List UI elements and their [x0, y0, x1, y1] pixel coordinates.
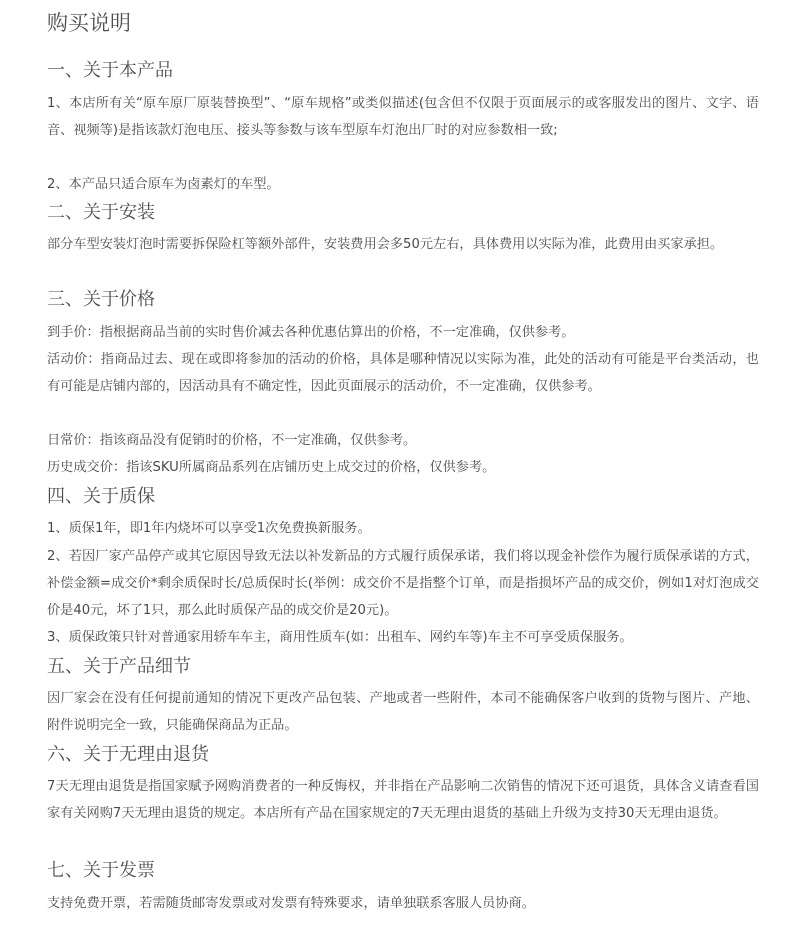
- paragraph: 活动价：指商品过去、现在或即将参加的活动的价格，具体是哪种情况以实际为准，此处的活动有可能是平台类活动，也有可能是店铺内部的，因活动具有不确定性，因此页面展示的活动价，不一定准确，仅供参考。: [47, 352, 759, 394]
- paragraph: 到手价：指根据商品当前的实时售价减去各种优惠估算出的价格，不一定准确，仅供参考。: [47, 325, 575, 340]
- paragraph: 支持免费开票，若需随货邮寄发票或对发票有特殊要求，请单独联系客服人员协商。: [47, 896, 535, 911]
- paragraph: 1、本店所有关“原车原厂原装替换型”、“原车规格”或类似描述(包含但不仅限于页面展示的或客服发出的图片、文字、语音、视频等)是指该款灯泡电压、接头等参数与该车型原车灯泡出厂时的对应参数相一致;: [47, 96, 759, 138]
- section-heading-product-details: 五、关于产品细节: [47, 656, 191, 677]
- paragraph: 部分车型安装灯泡时需要拆保险杠等额外部件，安装费用会多50元左右，具体费用以实际为准，此费用由买家承担。: [47, 237, 724, 252]
- section-heading-product: 一、关于本产品: [47, 60, 173, 81]
- paragraph: 因厂家会在没有任何提前通知的情况下更改产品包装、产地或者一些附件，本司不能确保客户收到的货物与图片、产地、附件说明完全一致，只能确保商品为正品。: [47, 691, 759, 733]
- paragraph: 3、质保政策只针对普通家用轿车车主，商用性质车(如：出租车、网约车等)车主不可享受质保服务。: [47, 630, 633, 645]
- paragraph: 2、若因厂家产品停产或其它原因导致无法以补发新品的方式履行质保承诺，我们将以现金补偿作为履行质保承诺的方式，补偿金额=成交价*剩余质保时长/总质保时长(举例：成交价不是指整个订单，而是指损坏产品的成交价，例如1对灯泡成交价是40元，坏了1只，那么此时质保产品的成交价是20元)。: [47, 549, 759, 618]
- section-heading-returns: 六、关于无理由退货: [47, 744, 209, 765]
- paragraph: 2、本产品只适合原车为卤素灯的车型。: [47, 177, 280, 192]
- paragraph: 历史成交价：指该SKU所属商品系列在店铺历史上成交过的价格，仅供参考。: [47, 460, 496, 475]
- page-title: 购买说明: [47, 11, 131, 35]
- section-heading-invoice: 七、关于发票: [47, 860, 155, 881]
- section-heading-installation: 二、关于安装: [47, 202, 155, 223]
- paragraph: 7天无理由退货是指国家赋予网购消费者的一种反悔权，并非指在产品影响二次销售的情况下还可退货，具体含义请查看国家有关网购7天无理由退货的规定。本店所有产品在国家规定的7天无理由退货的基础上升级为支持30天无理由退货。: [47, 779, 759, 821]
- section-heading-price: 三、关于价格: [47, 289, 155, 310]
- paragraph: 1、质保1年，即1年内烧坏可以享受1次免费换新服务。: [47, 521, 371, 536]
- section-heading-warranty: 四、关于质保: [47, 486, 155, 507]
- paragraph: 日常价：指该商品没有促销时的价格，不一定准确，仅供参考。: [47, 433, 417, 448]
